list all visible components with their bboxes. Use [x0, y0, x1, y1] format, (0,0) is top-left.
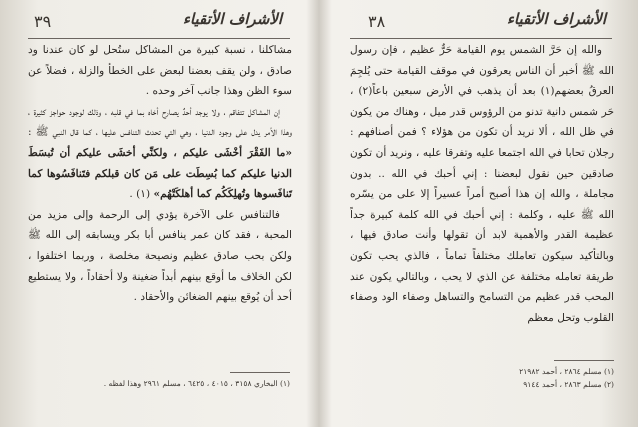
- hadith-quote: «ما الفَقْرَ أخْشَى عليكم ، ولكنِّي أخشَى عليكم أن تُبسَطَ الدنيا عليكم كما بُسِطَت على مَن كان قبلكم فتَنافَسُوها كما تَنافَسوها وتُهلِكَكُم كما أهلكَتْهُم»: [28, 146, 292, 201]
- running-title: الأشراف الأتقياء: [506, 10, 606, 28]
- page-body: [350, 40, 614, 328]
- footnote-rule: [230, 372, 290, 373]
- page-number: ٣٨: [368, 12, 386, 31]
- footnote-marker: (١) .: [129, 188, 151, 201]
- page-number: ٣٩: [34, 12, 52, 31]
- paragraph: مشاكلنا ، نسبة كبيرة من المشاكل ستُحل لو كان عندنا ود صادق ، ولن يقف بعضنا لبعض على الخطأ والزلة ، فضلاً عن سوء الظن وهذا جانب آخر وحده .: [28, 44, 292, 98]
- page-header: [350, 8, 612, 39]
- left-page: [0, 0, 316, 427]
- footnote: (١) مسلم ٢٨٦٤ ، أحمد ٢١٩٨٢: [519, 367, 614, 376]
- footnote: (١) البخاري ٣١٥٨ ، ٤٠١٥ ، ٦٤٢٥ ، مسلم ٢٩٦١ وهذا لفظه .: [103, 379, 290, 388]
- paragraph: فالتنافس على الآخرة يؤدي إلى الرحمة وإلى مزيد من المحبة ، فقد كان عمر ينافس أبا بكر ويسابقه إلى الله ﷺ ولكن بحب صادق عظيم ونصيحة مخلصة ، وربما اختلفوا ، لكن الخلاف ما أوقع بينهم أبداً ضغينة ولا أحقاداً ، ولا يستطيع أحد أن يُوقع بينهم الضغائن والأحقاد .: [28, 208, 292, 304]
- page-body: [28, 40, 292, 308]
- paragraph: [28, 102, 292, 205]
- paragraph-text: إن المشاكل تتفاقم ، ولا يوجد أحدٌ يصارح أخاه بما في قلبه ، وذلك لوجود حواجز كثيرة ، وهذا الأمر يدل على وجود الدنيا ، وهي التي تحدث التنافس عليها ، كما قال النبي ﷺ :: [28, 105, 292, 139]
- right-page: [322, 0, 638, 427]
- footnote-rule: [554, 360, 614, 361]
- page-header: [28, 8, 290, 39]
- running-title: الأشراف الأتقياء: [182, 10, 282, 28]
- footnote: (٢) مسلم ٢٨٦٣ ، أحمد ٩١٤٤: [523, 380, 614, 389]
- paragraph: والله إن حَرَّ الشمس يوم القيامة حَرٌّ عظيم ، فإن رسول الله ﷺ أخبر أن الناس يعرقون في موقف القيامة حتى يُلجِمَ العرقُ بعضهم(١) بعد أن يذهب في الأرض سبعين باعاً(٢) ، حَر شمس دانية تدنو من الرؤوس قدر ميل ، وهناك من يكون في ظل الله ، ألا نريد أن تكون من هؤلاء ؟ فمن أصنافهم : رجلان تحابا في الله اجتمعا عليه وتفرقا عليه ، ونريد أن تكون صادقين حين نقول لبعضنا : إني أحبك في الله .. بدون مجاملة ، والله إن هذا أصبح أمراً عسيراً إلا على من يسّره الله ﷺ عليه ، وكلمة : إني أحبك في الله كلمة كبيرة جداً عظيمة القدر والأهمية لابد أن تقولها وأنت صادق فيها ، وبالتأكيد سيكون تعاملك مختلفاً تماماً ، فالذي يحب تكون طريقة تعامله مختلفة عن الذي لا يحب ، وبالتالي يكون عند المحب قدر عظيم من التسامح والتساهل وصفاء الود وصفاء القلوب وتحل معظم: [350, 44, 615, 324]
